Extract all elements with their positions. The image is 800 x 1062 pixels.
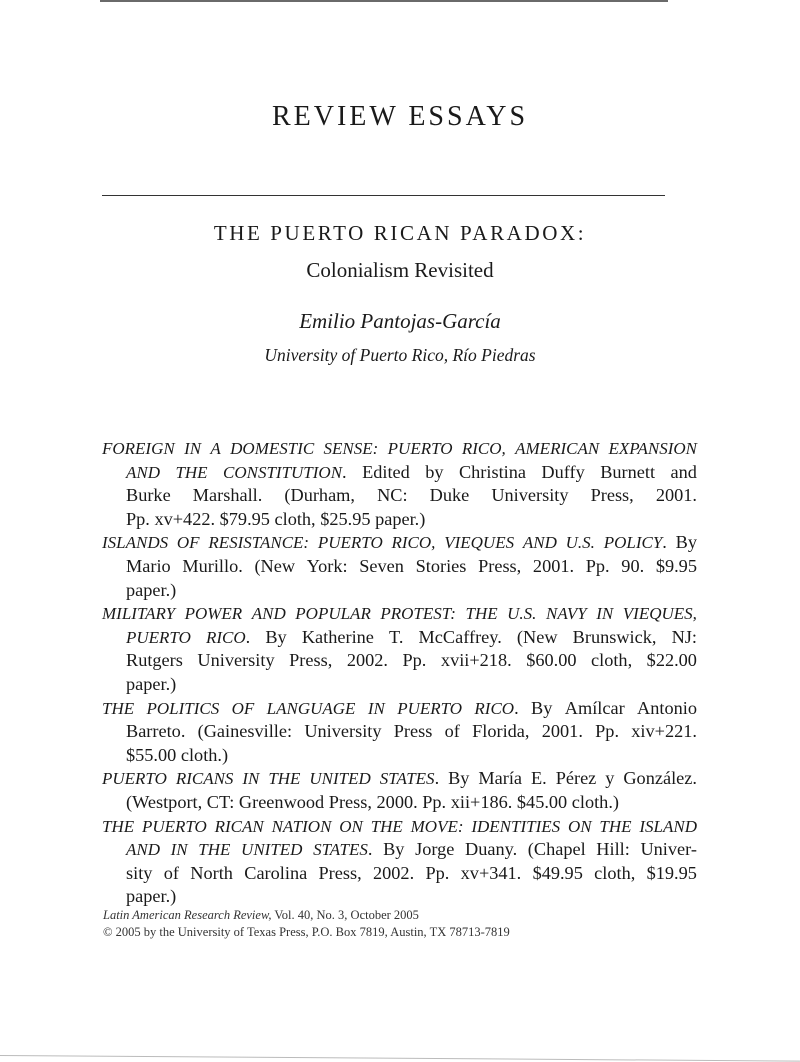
top-rule	[100, 0, 668, 2]
reviewed-books-list	[102, 437, 697, 909]
book-citation-line: AND IN THE UNITED STATES. By Jorge Duany. (Chapel Hill: Univer-	[126, 839, 697, 860]
book-citation-line: paper.)	[126, 673, 177, 694]
author-affiliation: University of Puerto Rico, Río Piedras	[264, 345, 536, 365]
book-citation-line: Burke Marshall. (Durham, NC: Duke University Press, 2001.	[126, 485, 697, 506]
book-citation-line: paper.)	[126, 579, 177, 600]
journal-issue: Vol. 40, No. 3, October 2005	[271, 908, 419, 922]
book-citation-line: paper.)	[126, 886, 177, 907]
article-title: THE PUERTO RICAN PARADOX:	[213, 221, 587, 245]
journal-citation	[103, 907, 510, 924]
book-entry	[102, 437, 697, 531]
author-name: Emilio Pantojas-García	[299, 309, 501, 333]
book-title-line: PUERTO RICANS IN THE UNITED STATES. By María E. Pérez y González.	[102, 768, 697, 789]
book-title-line: FOREIGN IN A DOMESTIC SENSE: PUERTO RICO, AMERICAN EXPANSION	[102, 439, 697, 458]
book-title-line: ISLANDS OF RESISTANCE: PUERTO RICO, VIEQUES AND U.S. POLICY. By	[102, 532, 697, 553]
book-citation-line: $55.00 cloth.)	[126, 744, 229, 765]
book-entry	[102, 767, 697, 814]
book-citation-line: Barreto. (Gainesville: University Press of Florida, 2001. Pp. xiv+221.	[126, 721, 697, 742]
copyright-notice: © 2005 by the University of Texas Press, P.O. Box 7819, Austin, TX 78713-7819	[103, 924, 510, 939]
book-title-line: MILITARY POWER AND POPULAR PROTEST: THE U.S. NAVY IN VIEQUES,	[102, 604, 697, 624]
book-citation-line: Mario Murillo. (New York: Seven Stories Press, 2001. Pp. 90. $9.95	[126, 555, 697, 576]
book-citation-line: (Westport, CT: Greenwood Press, 2000. Pp. xii+186. $45.00 cloth.)	[126, 791, 619, 812]
book-entry	[102, 602, 697, 696]
book-citation-line: sity of North Carolina Press, 2002. Pp. xv+341. $49.95 cloth, $19.95	[126, 862, 697, 883]
book-title-line: THE PUERTO RICAN NATION ON THE MOVE: IDENTITIES ON THE ISLAND	[102, 816, 697, 836]
bottom-rule	[0, 1055, 800, 1062]
book-citation-line: AND THE CONSTITUTION. Edited by Christina Duffy Burnett and	[126, 461, 697, 482]
journal-name: Latin American Research Review,	[103, 908, 272, 922]
book-citation-line: Rutgers University Press, 2002. Pp. xvii+218. $60.00 cloth, $22.00	[126, 650, 697, 671]
book-entry	[102, 697, 697, 768]
book-title-line: THE POLITICS OF LANGUAGE IN PUERTO RICO. By Amílcar Antonio	[102, 697, 697, 718]
book-entry	[102, 815, 697, 909]
article-subtitle: Colonialism Revisited	[306, 258, 494, 282]
book-citation-line: PUERTO RICO. By Katherine T. McCaffrey. (New Brunswick, NJ:	[126, 626, 697, 647]
book-citation-line: Pp. xv+422. $79.95 cloth, $25.95 paper.)	[126, 508, 426, 529]
journal-footer	[103, 907, 510, 940]
section-heading: REVIEW ESSAYS	[271, 100, 529, 132]
book-entry	[102, 531, 697, 602]
section-divider	[102, 195, 665, 196]
